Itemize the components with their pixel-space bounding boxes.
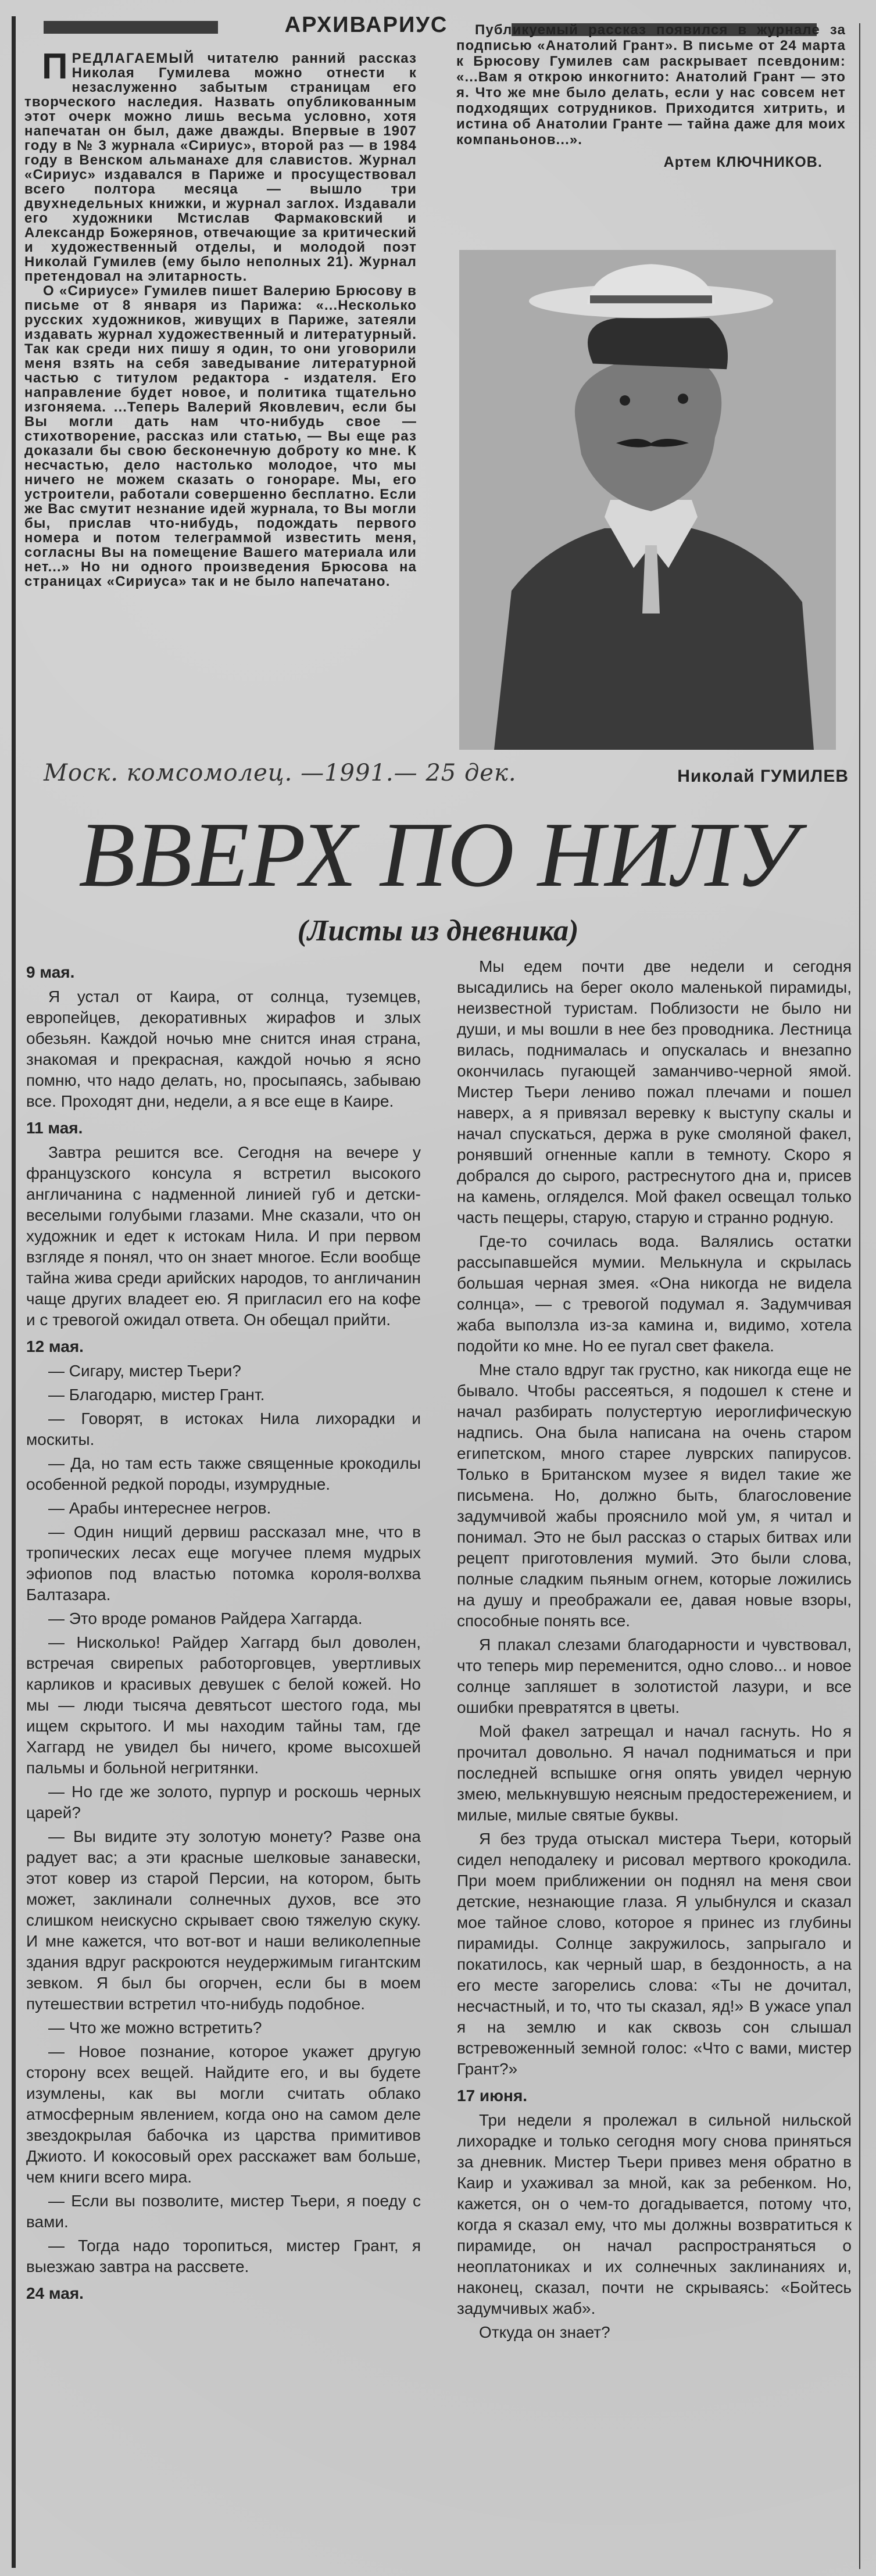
story-paragraph: — Новое познание, которое укажет другую сторону всех вещей. Найдите его, и вы будете изумлены, как вы могли считать облако атмосферным явлением, когда оно на самом деле звездокрылая бабочка из царства примитивов Джиото. И кокосовый орех расскажет вам больше, чем книги всего мира. (26, 2042, 421, 2186)
story-paragraph: — Это вроде романов Райдера Хаггарда. (48, 1609, 363, 1627)
portrait-illustration (459, 250, 836, 750)
intro-signature: Артем КЛЮЧНИКОВ. (663, 154, 823, 170)
story-paragraph: — Арабы интереснее негров. (48, 1499, 271, 1517)
story-paragraph: — Один нищий дервиш рассказал мне, что в тропических лесах еще могучее племя мудрых эфиопов под властью потомка короля-волхва Балтазара. (26, 1523, 421, 1604)
story-paragraph: Я без труда отыскал мистера Тьери, который сидел неподалеку и рисовал мертвого крокодила. При моем приближении он поднял на меня свои детские, незнающие глаза. Я улыбнулся и сказал мое тайное слово, которое я принес из глубины пирамиды. Солнце закружилось, запрыгало и покатилось, как черный шар, в бездонность, а на его месте загорелись слова: «Ты не дочитал, несчастный, и то, что ты сказал, яд!» В ужасе упал я на землю и как сквозь сон слышал встревоженный земной голос: «Что с вами, мистер Грант?» (457, 1830, 852, 2078)
story-title: ВВЕРХ ПО НИЛУ (78, 803, 798, 906)
story-paragraph: — Да, но там есть также священные крокодилы особенной редкой породы, изумрудные. (26, 1454, 421, 1493)
story-paragraph: Я устал от Каира, от солнца, туземцев, европейцев, декоративных жирафов и злых обезьян. Каждой ночью мне снится иная страна, знакомая и прекрасная, каждой ночью я ясно помню, что надо делать, но, просыпаясь, забываю все. Проходят дни, недели, а я все еще в Каире. (26, 988, 421, 1110)
story-paragraph: — Но где же золото, пурпур и роскошь черных царей? (26, 1783, 421, 1822)
intro-right-column (456, 22, 846, 170)
author-portrait-photo (459, 250, 836, 750)
intro-text: читателю ранний рассказ Николая Гумилева можно отнести к незаслуженно забытым страницам его творческого наследия. Назвать опубликованным этот очерк можно лишь весьма условно, хотя напечатан он был, даже дважды. Впервые в 1907 году в № 3 журнала «Сириус», второй раз — в 1984 году в Венском альманахе для славистов. Журнал «Сириус» издавался в Париже и просуществовал всего полтора месяца — вышло три двухнедельных книжки, и журнал заглох. Издавали его художники Мстислав Фармаковский и Александр Божерянов, отвечающие за критический и художественный отделы, и молодой поэт Николай Гумилев (ему было неполных 21). Журнал претендовал на элитарность. (24, 51, 417, 284)
story-paragraph: — Вы видите эту золотую монету? Разве она радует вас; а эти красные шелковые занавески, этот ковер из старой Персии, на котором, быть может, заклинали солнечных духов, все это слишком неискусно скрывает свою тяжелую скуку. И мне кажется, что вот-вот и наши великолепные здания вдруг раскроются неудержимым гигантским зевком. Я был бы огорчен, если бы в моем путешествии встретил что-нибудь подобное. (26, 1827, 421, 2013)
story-paragraph: Мне стало вдруг так грустно, как никогда еще не бывало. Чтобы рассеяться, я подошел к стене и начал разбирать полустертую иероглифическую надпись. Она была написана на очень старом египетском, много старее луврских папирусов. Только в Британском музее я видел такие же письмена. Но, должно быть, благословение задумчивой жабы прояснило мой ум, я читал и понимал. Это не был рассказ о старых битвах или рецепт приготовления мумий. Это были слова, полные сладким пьяным огнем, которые ложились на душу и преображали ее, давая новые взоры, способные понять все. (457, 1361, 852, 1630)
story-paragraph: Где-то сочилась вода. Валялись остатки рассыпавшейся мумии. Мелькнула и скрылась большая черная змея. «Она никогда не видела солнца», — с тревогой подумал я. Задумчивая жаба выползла из-за камина и, видимо, хотела подойти ко мне. Но ее пугал свет факела. (457, 1232, 852, 1355)
story-paragraph: — Благодарю, мистер Грант. (48, 1386, 265, 1404)
story-paragraph: Откуда он знает? (479, 2323, 610, 2341)
story-author: Николай ГУМИЛЕВ (677, 767, 849, 786)
story-paragraph: Я плакал слезами благодарности и чувствовал, что теперь мир переменится, одно слово... и новое солнце запляшет в золотистой лазури, и все ошибки превратятся в цветы. (457, 1636, 852, 1716)
story-paragraph: — Тогда надо торопиться, мистер Грант, я выезжаю завтра на рассвете. (26, 2237, 421, 2276)
diary-date: 24 мая. (26, 2284, 84, 2302)
diary-date: 17 июня. (457, 2087, 528, 2105)
story-body (26, 956, 852, 2343)
intro-paragraph: О «Сириусе» Гумилев пишет Валерию Брюсову в письме от 8 января из Парижа: «...Несколько русских художников, живущих в Париже, затеяли издавать журнал художественный и литературный. Так как среди них пишу я один, то они уговорили меня взять на себя заведывание литературной частью с титулом редактора - издателя. Его направление будет новое, и политика тщательно изгоняема. ...Теперь Валерий Яковлевич, если бы Вы могли дать нам что-нибудь свое — стихотворение, рассказ или статью, — Вы еще раз доказали бы свою бесконечную доброту ко мне. К несчастью, дело настолько молодое, что мы ничего не можем сказать о гонораре. Мы, его устроители, работали совершенно бесплатно. Если же Вас смутит незнание идей журнала, то Вы могли бы, прислав что-нибудь, подождать первого номера и потом телеграммой известить меня, согласны Вы на помещение Вашего материала или нет...» Но ни одного произведения Брюсова на страницах «Сириуса» так и не было напечатано. (24, 283, 417, 589)
diary-date: 9 мая. (26, 963, 75, 981)
drop-cap: П (42, 46, 69, 87)
story-paragraph: Три недели я пролежал в сильной нильской лихорадке и только сегодня могу снова приняться за дневник. Мистер Тьери привез меня обратно в Каир и ухаживал за мной, как за ребенком. Но, кажется, он о чем-то догадывается, потому что, когда я сказал ему, что мы должны возвратиться к пирамиде, он начал распространяться о неоплатониках и их солнечных заклинаниях и, наконец, сказал, почти не скрываясь: «Бойтесь задумчивых жаб». (457, 2111, 852, 2317)
story-paragraph: Завтра решится все. Сегодня на вечере у французского консула я встретил высокого англичанина с надменной линией губ и детски-веселыми голубыми глазами. Мне сказали, что он художник и едет к истокам Нила. И при первом взгляде я понял, что он знает многое. Если вообще тайна жива среди арийских народов, то англичанин чаще других владеет ею. Я пригласил его на кофе и с тревогой ожидал ответа. Он обещал прийти. (26, 1143, 421, 1329)
story-paragraph: — Нисколько! Райдер Хаггард был доволен, встречая свирепых работорговцев, увертливых карликов и красивых девушек с белой кожей. Но мы — люди тысяча девятьсот шестого года, мы ищем скрытого. И мы находим тайны там, где Хаггард не увидел бы ничего, кроме высохшей пальмы и больной негритянки. (26, 1633, 421, 1777)
intro-left-column (24, 46, 417, 589)
rubric-heading: АРХИВАРИУС (284, 13, 448, 37)
story-paragraph: Мы едем почти две недели и сегодня высадились на берег около маленькой пирамиды, неизвестной туристам. Поблизости не было ни души, и мы вошли в нее без проводника. Лестница вилась, поднималась и опускалась и внезапно окончилась пугающей заманчиво-черной ямой. Мистер Тьери лениво пожал плечами и пошел наверх, а я привязал веревку к выступу скалы и начал спускаться, держа в руке смоляной факел, ронявший огненные капли в темноту. Скоро я добрался до сырого, растреснутого дна и, присев на камень, огляделся. Мой факел освещал только часть пещеры, старую, старую и странно родную. (457, 957, 852, 1226)
story-paragraph: — Говорят, в истоках Нила лихорадки и москиты. (26, 1409, 421, 1448)
story-paragraph: — Если вы позволите, мистер Тьери, я поеду с вами. (26, 2192, 421, 2231)
story-subtitle: (Листы из дневника) (297, 914, 579, 947)
story-paragraph: — Что же можно встретить? (48, 2019, 262, 2037)
column-rule-left (12, 16, 16, 2568)
diary-date: 11 мая. (26, 1119, 83, 1137)
intro-paragraph: Публикуемый рассказ появился в журнале за подписью «Анатолий Грант». В письме от 24 марта к Брюсову Гумилев сам раскрывает псевдоним: «...Вам я открою инкогнито: Анатолий Грант — это я. Что же мне было делать, если у нас совсем нет подходящих сотрудников. Приходится хитрить, и истина об Анатолии Гранте — тайна даже для моих компаньонов...». (456, 22, 846, 148)
column-rule-right (859, 23, 860, 2569)
diary-date: 12 мая. (26, 1337, 84, 1355)
intro-paragraph (24, 46, 417, 284)
story-paragraph: — Сигару, мистер Тьери? (48, 1362, 241, 1380)
lead-caps: РЕДЛАГАЕМЫЙ (71, 51, 195, 66)
story-paragraph: Мой факел затрещал и начал гаснуть. Но я прочитал довольно. Я начал подниматься и при последней вспышке огня опять увидел черную змею, мелькнувшую неясным предостережением, и милые, милые святые буквы. (457, 1722, 852, 1824)
rubric-bar-left (44, 21, 218, 34)
handwritten-source-note: Моск. комсомолец. —1991.— 25 дек. (44, 760, 517, 786)
